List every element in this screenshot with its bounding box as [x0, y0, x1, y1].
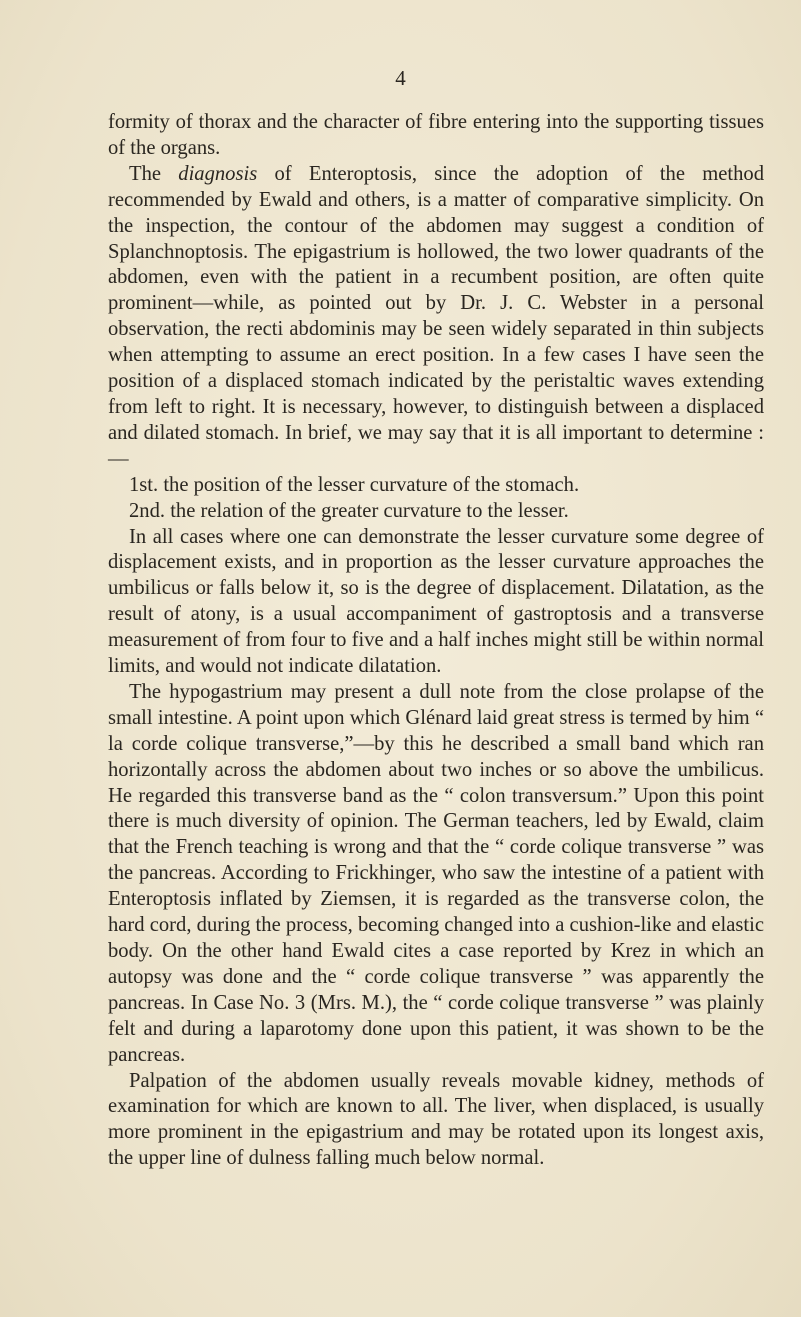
- paragraph-palpation: Palpation of the abdomen usually reveals movable kidney, methods of examination for which are known to all. The liver, when displaced, is usually more prominent in the epigastrium and may be rotated upon its longest axis, the upper line of dulness falling much below normal.: [108, 1069, 764, 1170]
- list-item-second: 2nd. the relation of the greater curvature to the lesser.: [129, 499, 569, 522]
- paragraph-diagnosis: [108, 162, 764, 473]
- italic-term: diagnosis: [178, 162, 258, 185]
- paragraph-lesser-curvature: In all cases where one can demonstrate the lesser curvature some degree of displacement exists, and in proportion as the lesser curvature approaches the umbilicus or falls below it, so is the degree of displacement. Dilatation, as the result of atony, is a usual accompaniment of gastroptosis and a transverse measurement of from four to five and a half inches might still be within normal limits, and would not indicate dilatation.: [108, 525, 764, 678]
- page-number: 4: [395, 66, 406, 90]
- body-text: [108, 110, 764, 1172]
- paragraph-body: of Enteroptosis, since the adoption of the method recommended by Ewald and others, is a matter of comparative simplicity. On the inspection, the contour of the abdomen may suggest a condition of Splanchnoptosis. The epigastrium is hollowed, the two lower quadrants of the abdomen, even with the patient in a recumbent position, are often quite prominent—while, as pointed out by Dr. J. C. Webster in a personal observation, the recti abdominis may be seen widely separated in thin subjects when attempting to assume an erect position. In a few cases I have seen the position of a displaced stomach indicated by the peristaltic waves extending from left to right. It is necessary, however, to distinguish between a displaced and dilated stomach. In brief, we may say that it is all important to determine :—: [108, 162, 765, 470]
- paragraph-hypogastrium: The hypogastrium may present a dull note from the close prolapse of the small intestine. A point upon which Glénard laid great stress is termed by him “ la corde colique transverse,”—by this he described a small band which ran horizontally across the abdomen about two inches or so above the umbilicus. He regarded this transverse band as the “ colon transversum.” Upon this point there is much diversity of opinion. The German teachers, led by Ewald, claim that the French teaching is wrong and that the “ corde colique transverse ” was the pancreas. According to Frickhinger, who saw the intestine of a patient with Enteroptosis inflated by Ziemsen, it is regarded as the transverse colon, the hard cord, during the process, becoming changed into a cushion-like and elastic body. On the other hand Ewald cites a case reported by Krez in which an autopsy was done and the “ corde colique transverse ” was apparently the pancreas. In Case No. 3 (Mrs. M.), the “ corde colique transverse ” was plainly felt and during a laparotomy done upon this patient, it was shown to be the pancreas.: [108, 680, 764, 1066]
- paragraph-continuation: formity of thorax and the character of fibre entering into the supporting tissues of the organs.: [108, 111, 764, 159]
- list-item-first: 1st. the position of the lesser curvature of the stomach.: [129, 473, 580, 496]
- paragraph-lead: The: [129, 162, 179, 185]
